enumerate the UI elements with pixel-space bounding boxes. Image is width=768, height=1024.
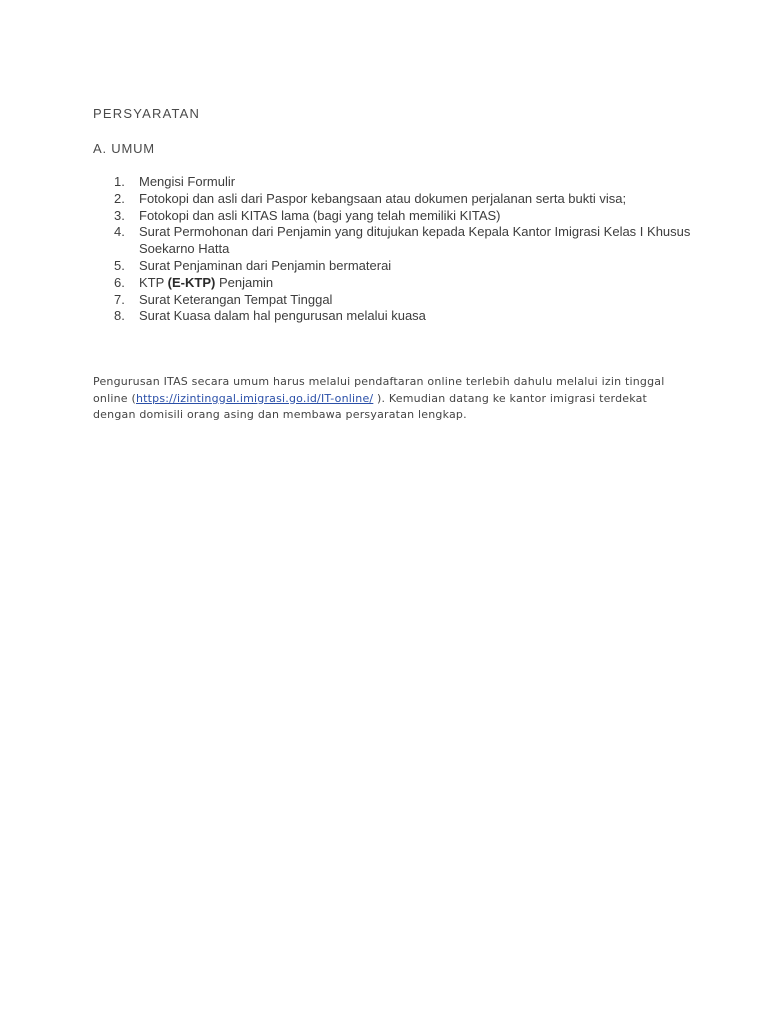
list-item-number: 5. — [114, 257, 125, 273]
list-item-text: Fotokopi dan asli KITAS lama (bagi yang telah memiliki KITAS) — [139, 207, 501, 223]
list-item-text: Surat Kuasa dalam hal pengurusan melalui kuasa — [139, 308, 426, 324]
list-item-number: 6. — [114, 274, 125, 290]
list-item-text: Surat Keterangan Tempat Tinggal — [139, 291, 333, 307]
list-item-text: Surat Permohonan dari Penjamin yang ditujukan kepada Kepala Kantor Imigrasi Kelas I Khusus Soekarno Hatta — [139, 224, 691, 257]
list-item-number: 8. — [114, 308, 125, 324]
list-item — [93, 292, 693, 309]
requirements-list — [93, 174, 693, 325]
info-paragraph — [93, 374, 683, 424]
list-item — [93, 208, 693, 225]
list-item-number: 4. — [114, 224, 125, 240]
section-title: A. UMUM — [93, 141, 155, 156]
list-item-text: Fotokopi dan asli dari Paspor kebangsaan atau dokumen perjalanan serta bukti visa; — [139, 190, 627, 206]
list-item-number: 1. — [114, 174, 125, 189]
izin-tinggal-link[interactable]: https://izintinggal.imigrasi.go.id/IT-online/ — [135, 391, 374, 405]
paragraph-text-before-link: Pengurusan ITAS secara umum harus melalui pendaftaran online terlebih dahulu melalui izin tinggal online ( — [93, 375, 665, 405]
list-item-number: 3. — [114, 207, 125, 223]
list-item-number: 2. — [114, 190, 125, 206]
list-item — [93, 224, 693, 258]
list-item-text-bold: (E-KTP) — [167, 274, 216, 290]
list-item-text-after: Penjamin — [215, 274, 274, 290]
list-item-text-before: KTP — [139, 274, 168, 290]
list-item — [93, 258, 693, 275]
list-item — [93, 191, 693, 208]
list-item-text: Surat Penjaminan dari Penjamin bermaterai — [139, 257, 392, 273]
list-item — [93, 308, 693, 325]
list-item — [93, 275, 693, 292]
paragraph-text-after-link: ). Kemudian datang ke kantor imigrasi terdekat dengan domisili orang asing dan membawa persyaratan lengkap. — [93, 391, 648, 421]
list-item-text: Mengisi Formulir — [139, 174, 236, 189]
page-title: PERSYARATAN — [93, 106, 201, 121]
list-item — [93, 174, 693, 191]
list-item-number: 7. — [114, 291, 125, 307]
